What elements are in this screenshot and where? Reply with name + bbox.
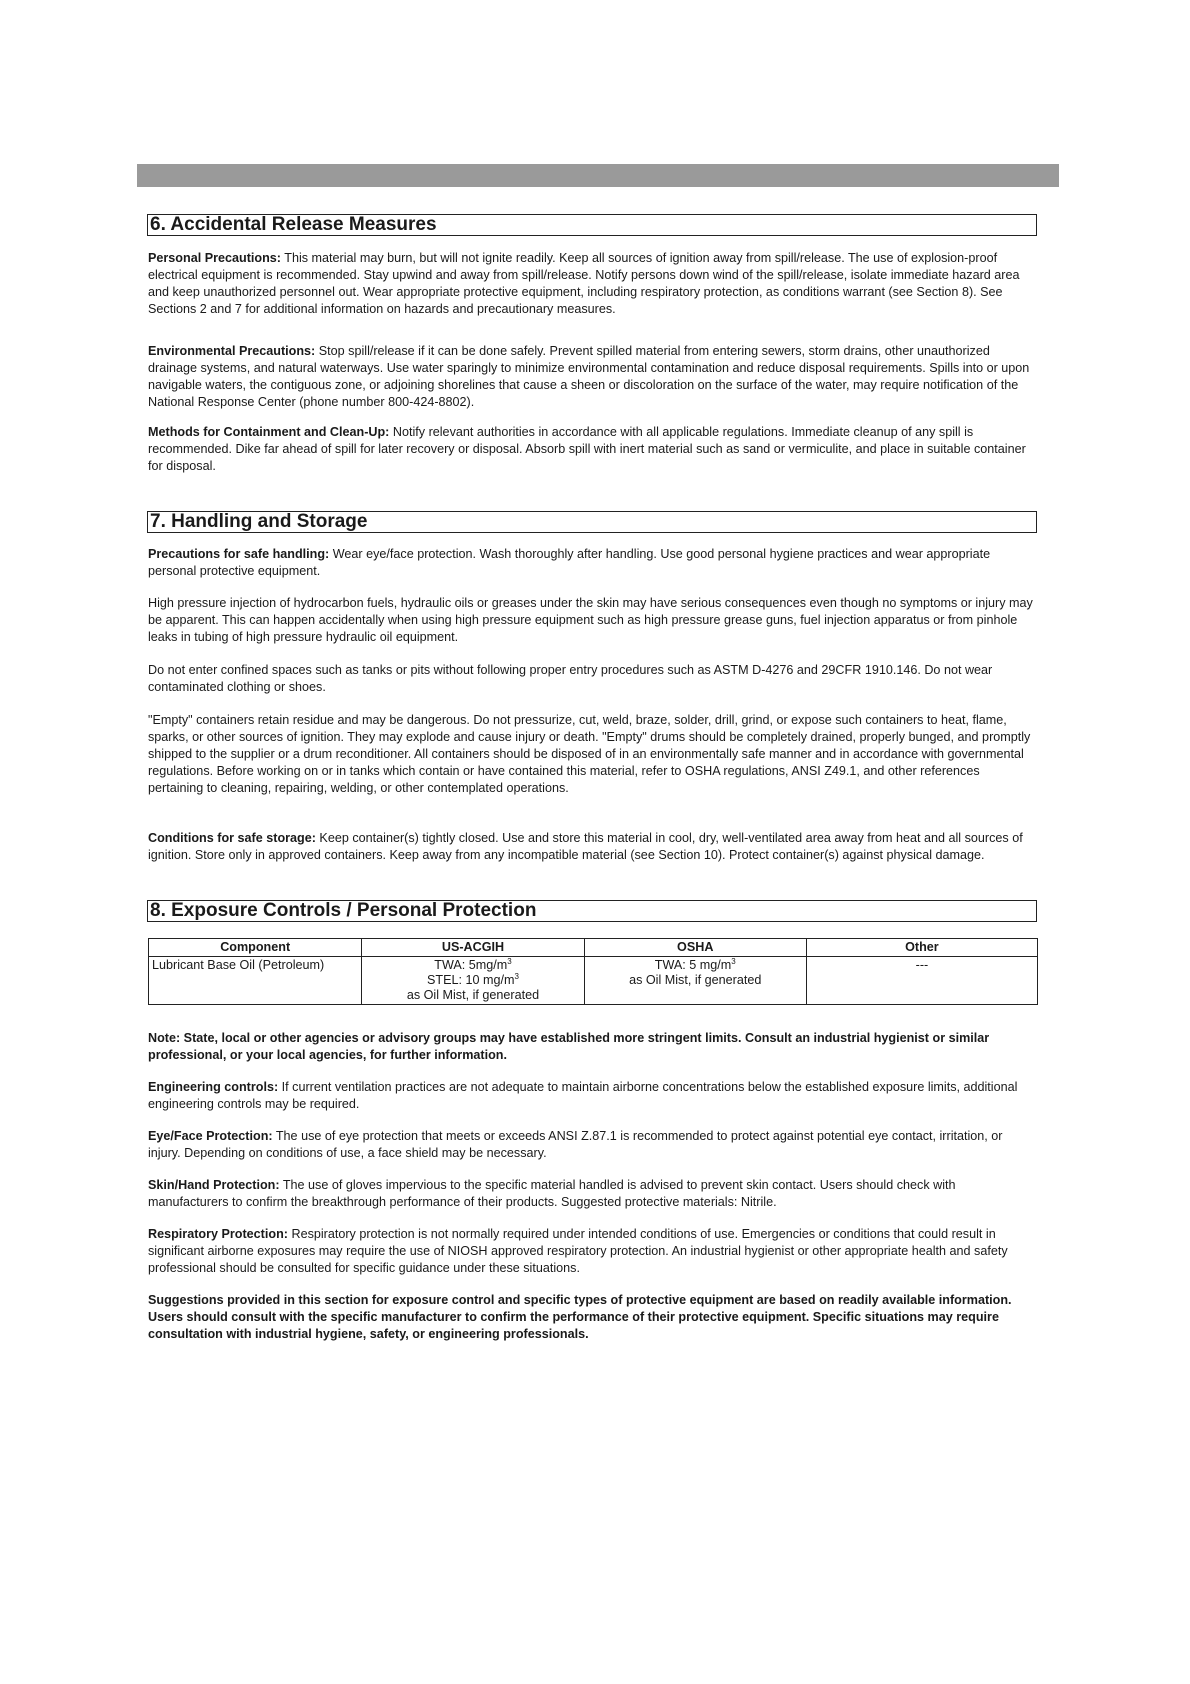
respiratory-protection [148, 1226, 1038, 1277]
osha-twa-sup: 3 [731, 956, 736, 966]
personal-precautions [148, 250, 1038, 318]
note-paragraph [148, 1030, 1038, 1064]
acgih-stel: STEL: 10 mg/m [427, 973, 515, 987]
engineering-controls [148, 1079, 1038, 1113]
safe-handling [148, 546, 1038, 580]
osha-twa: TWA: 5 mg/m [654, 958, 732, 972]
table-row [149, 957, 1038, 1005]
safe-storage-label: Conditions for safe storage: [148, 831, 316, 845]
containment-cleanup-text: Notify relevant authorities in accordance with all applicable regulations. Immediate cleanup of any spill is recommended. Dike far ahead of spill for later recovery or disposal. Absorb spill with inert material such as sand or vermiculite, and place in suitable container for disposal. [148, 425, 1026, 473]
safe-handling-label: Precautions for safe handling: [148, 547, 330, 561]
environmental-precautions-text: Stop spill/release if it can be done safely. Prevent spilled material from entering sewers, storm drains, other unauthorized drainage systems, and natural waterways. Use water sparingly to minimize environmental contamination and reduce disposal requirements. Spills into or upon navigable waters, the contiguous zone, or adjoining shorelines that cause a sheen or discoloration on the surface of the water, may require notification of the National Response Center (phone number 800-424-8802). [148, 344, 1030, 409]
empty-containers [148, 712, 1038, 797]
cell-us-acgih [362, 957, 584, 1005]
personal-precautions-label: Personal Precautions: [148, 251, 281, 265]
safe-handling-text: Wear eye/face protection. Wash thoroughly after handling. Use good personal hygiene practices and wear appropriate personal protective equipment. [148, 547, 991, 578]
cell-component: Lubricant Base Oil (Petroleum) [149, 957, 362, 1005]
table-header-row [149, 939, 1038, 957]
exposure-limits-table [148, 938, 1038, 1005]
note-text: Note: State, local or other agencies or advisory groups may have established more stringent limits. Consult an industrial hygienist or similar professional, or your local agencies, for further information. [148, 1031, 990, 1062]
acgih-twa: TWA: 5mg/m [434, 958, 508, 972]
respiratory-protection-text: Respiratory protection is not normally required under intended conditions of use. Emergencies or conditions that could result in significant airborne exposures may require the use of NIOSH approved respiratory protection. An industrial hygienist or other appropriate health and safety professional should be consulted for specific guidance under these situations. [148, 1227, 1008, 1275]
header-other: Other [806, 939, 1037, 957]
header-us-acgih: US-ACGIH [362, 939, 584, 957]
respiratory-protection-label: Respiratory Protection: [148, 1227, 288, 1241]
confined-spaces [148, 662, 1038, 696]
containment-cleanup [148, 424, 1038, 475]
engineering-controls-label: Engineering controls: [148, 1080, 279, 1094]
skin-hand-protection-text: The use of gloves impervious to the specific material handled is advised to prevent skin contact. Users should check with manufacturers to confirm the breakthrough performance of their products. Suggested protective materials: Nitrile. [148, 1178, 956, 1209]
suggestions-text: Suggestions provided in this section for exposure control and specific types of protective equipment are based on readily available information. Users should consult with the specific manufacturer to confirm the performance of their protective equipment. Specific situations may require consultation with industrial hygiene, safety, or engineering professionals. [148, 1293, 1012, 1341]
cell-osha [584, 957, 806, 1005]
eye-face-protection [148, 1128, 1038, 1162]
osha-note: as Oil Mist, if generated [629, 973, 762, 987]
environmental-precautions [148, 343, 1038, 411]
eye-face-protection-text: The use of eye protection that meets or exceeds ANSI Z.87.1 is recommended to protect against potential eye contact, irritation, or injury. Depending on conditions of use, a face shield may be necessary. [148, 1129, 1003, 1160]
safe-storage-text: Keep container(s) tightly closed. Use and store this material in cool, dry, well-ventilated area away from heat and all sources of ignition. Store only in approved containers. Keep away from any incompatible material (see Section 10). Protect container(s) against physical damage. [148, 831, 1023, 862]
header-osha: OSHA [584, 939, 806, 957]
acgih-note: as Oil Mist, if generated [406, 988, 540, 1002]
acgih-twa-sup: 3 [507, 956, 512, 966]
personal-precautions-text: This material may burn, but will not ignite readily. Keep all sources of ignition away from spill/release. The use of explosion-proof electrical equipment is recommended. Stay upwind and away from spill/release. Notify persons down wind of the spill/release, isolate immediate hazard area and keep unauthorized personnel out. Wear appropriate protective equipment, including respiratory protection, as conditions warrant (see Section 8). See Sections 2 and 7 for additional information on hazards and precautionary measures. [148, 251, 1020, 316]
eye-face-protection-label: Eye/Face Protection: [148, 1129, 273, 1143]
section-7-heading: 7. Handling and Storage [147, 511, 1037, 533]
header-component: Component [149, 939, 362, 957]
header-bar [137, 164, 1059, 187]
confined-spaces-text: Do not enter confined spaces such as tanks or pits without following proper entry procedures such as ASTM D-4276 and 29CFR 1910.146. Do not wear contaminated clothing or shoes. [148, 663, 993, 694]
cell-other: --- [806, 957, 1037, 1005]
containment-cleanup-label: Methods for Containment and Clean-Up: [148, 425, 390, 439]
environmental-precautions-label: Environmental Precautions: [148, 344, 316, 358]
skin-hand-protection-label: Skin/Hand Protection: [148, 1178, 280, 1192]
acgih-stel-sup: 3 [514, 971, 519, 981]
high-pressure-injection-text: High pressure injection of hydrocarbon fuels, hydraulic oils or greases under the skin may have serious consequences even though no symptoms or injury may be apparent. This can happen accidentally when using high pressure equipment such as high pressure grease guns, fuel injection apparatus or from pinhole leaks in tubing of high pressure hydraulic oil equipment. [148, 596, 1033, 644]
safe-storage [148, 830, 1038, 864]
skin-hand-protection [148, 1177, 1038, 1211]
section-8-heading: 8. Exposure Controls / Personal Protection [147, 900, 1037, 922]
high-pressure-injection [148, 595, 1038, 646]
engineering-controls-text: If current ventilation practices are not adequate to maintain airborne concentrations below the established exposure limits, additional engineering controls may be required. [148, 1080, 1018, 1111]
empty-containers-text: "Empty" containers retain residue and may be dangerous. Do not pressurize, cut, weld, braze, solder, drill, grind, or expose such containers to heat, flame, sparks, or other sources of ignition. They may explode and cause injury or death. "Empty" drums should be completely drained, properly bunged, and promptly shipped to the supplier or a drum reconditioner. All containers should be disposed of in an environmentally safe manner and in accordance with governmental regulations. Before working on or in tanks which contain or have contained this material, refer to OSHA regulations, ANSI Z49.1, and other references pertaining to cleaning, repairing, welding, or other contemplated operations. [148, 713, 1031, 795]
suggestions-paragraph [148, 1292, 1038, 1343]
section-6-heading: 6. Accidental Release Measures [147, 214, 1037, 236]
